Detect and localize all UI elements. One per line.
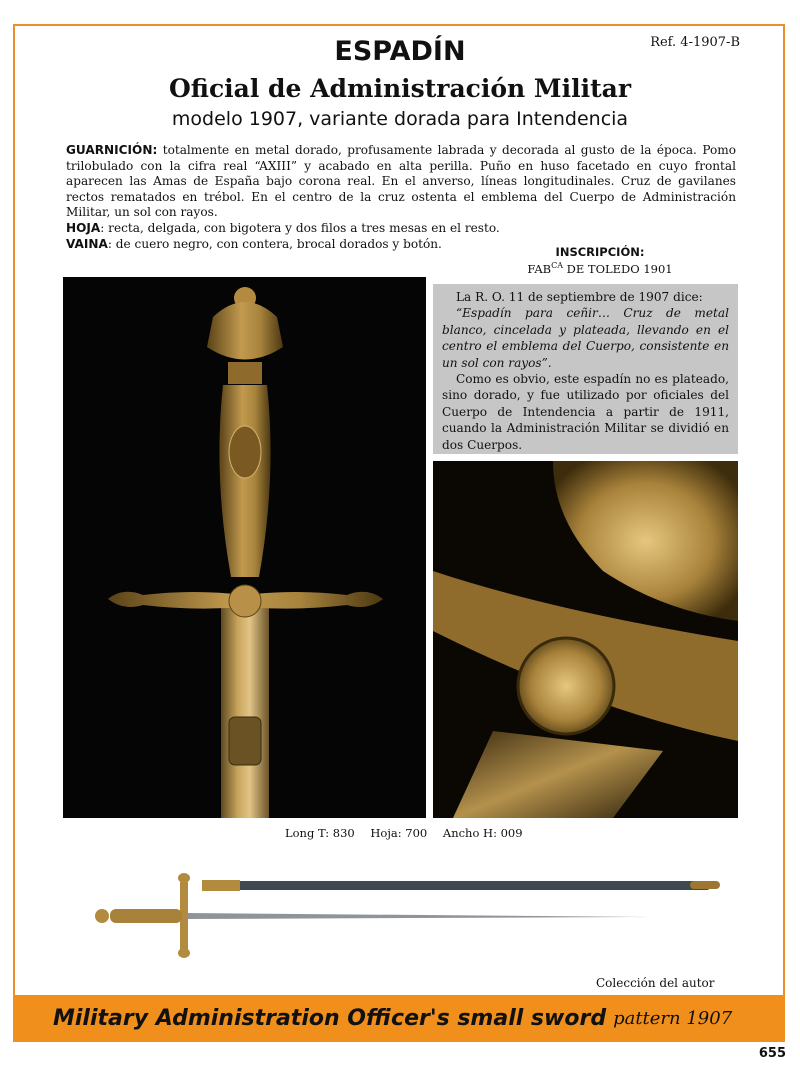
dim-ancho: Ancho H: 009 bbox=[442, 826, 523, 840]
dimensions-line bbox=[285, 826, 535, 840]
quote-intro: La R. O. 11 de septiembre de 1907 dice: bbox=[456, 290, 703, 304]
vaina-text: : de cuero negro, con contera, brocal dorados y botón. bbox=[107, 236, 442, 251]
guarnicion-paragraph bbox=[66, 143, 736, 221]
inscription-label: INSCRIPCIÓN: bbox=[555, 245, 645, 259]
description-block bbox=[66, 143, 736, 252]
full-sword-photo bbox=[90, 865, 730, 960]
guard-detail-photo bbox=[433, 461, 738, 818]
english-title-band bbox=[13, 995, 785, 1042]
dim-hoja: Hoja: 700 bbox=[370, 826, 428, 840]
vaina-label: VAINA bbox=[66, 236, 108, 251]
quote-box bbox=[433, 284, 738, 454]
model-line: modelo 1907, variante dorada para Intendencia bbox=[171, 108, 629, 130]
inscription-text: $FAB^{CA}$ DE TOLEDO 1901 bbox=[527, 261, 673, 276]
page-number: 655 bbox=[758, 1046, 786, 1061]
page-subtitle: Oficial de Administración Militar bbox=[168, 74, 631, 103]
hilt-photo bbox=[63, 277, 426, 818]
sword-hilt-image bbox=[63, 277, 426, 818]
hoja-paragraph bbox=[66, 221, 736, 237]
hoja-label: HOJA bbox=[66, 220, 101, 235]
collection-credit: Colección del autor bbox=[596, 976, 715, 990]
guarnicion-text: totalmente en metal dorado, profusamente labrada y decorada al gusto de la época. Pomo trilobulado con la cifra real “AXIII” y acabado en alta perilla. Puño en huso facetado en cuyo frontal aparecen las Amas de España bajo corona real. En el anverso, líneas longitudinales. Cruz de gavilanes rectos rematados en trébol. En el centro de la cruz ostenta el emblema del Cuerpo de Administración Militar, un sol con rayos. bbox=[66, 143, 736, 220]
reference-code: Ref. 4-1907-B bbox=[650, 35, 740, 50]
hoja-text: : recta, delgada, con bigotera y dos filos a tres mesas en el resto. bbox=[100, 220, 500, 235]
english-title: Military Administration Officer's small sword bbox=[53, 1006, 607, 1031]
quote-comment: Como es obvio, este espadín no es plateado, sino dorado, y fue utilizado por oficiales del Cuerpo de Intendencia a partir de 1911, cuando la Administración Militar se dividió en dos Cuerpos. bbox=[442, 372, 729, 452]
dim-long: Long T: 830 bbox=[285, 826, 355, 840]
page-title: ESPADÍN bbox=[334, 36, 466, 67]
guard-closeup-image bbox=[433, 461, 738, 818]
guarnicion-label: GUARNICIÓN: bbox=[66, 143, 158, 157]
english-subtitle: pattern 1907 bbox=[613, 1008, 733, 1029]
quote-citation: “Espadín para ceñir… Cruz de metal blanco, cincelada y plateada, llevando en el centro el emblema del Cuerpo, consistente en un sol con rayos”. bbox=[442, 306, 729, 370]
sword-and-scabbard-image bbox=[90, 865, 730, 960]
inscription-block bbox=[500, 245, 700, 276]
